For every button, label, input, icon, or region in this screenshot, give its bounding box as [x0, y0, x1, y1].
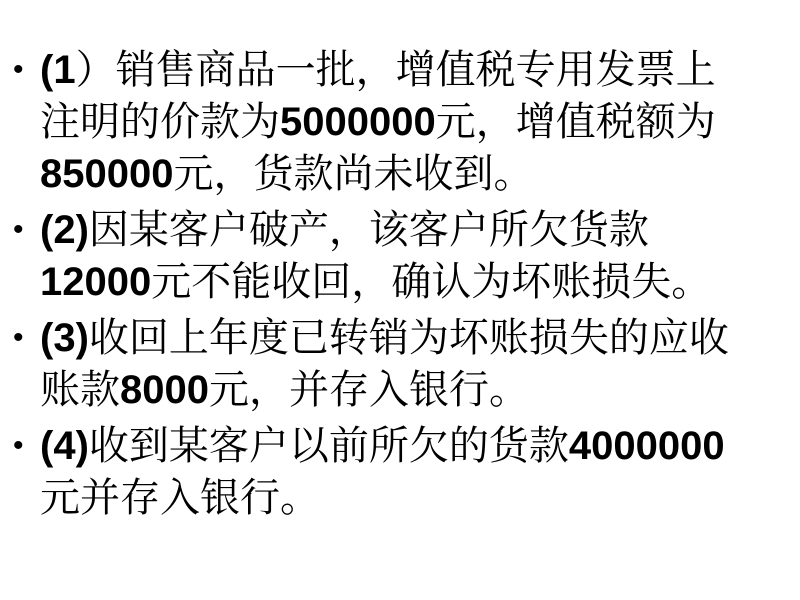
text-line: [40, 364, 782, 416]
body-text: 元不能收回，确认为坏账损失。: [151, 259, 712, 304]
bullet-text-block: [40, 204, 782, 308]
bold-number-text: 12000: [40, 260, 152, 304]
bullet-text-block: [40, 312, 782, 416]
text-line: [40, 472, 782, 524]
bullet-item-2: [13, 204, 782, 308]
bullet-item-3: [13, 312, 782, 416]
text-line: [40, 420, 782, 472]
bullet-text-block: [40, 44, 782, 200]
text-line: [40, 204, 782, 256]
bold-number-text: (4): [40, 424, 89, 468]
body-text: 收到某客户以前所欠的货款: [88, 423, 569, 468]
body-text: 元，并存入银行。: [208, 367, 529, 412]
bullet-dot-icon: •: [13, 53, 24, 86]
bullet-item-4: [13, 420, 782, 524]
body-text: 账款: [40, 367, 120, 412]
bullet-dot-icon: •: [13, 213, 24, 246]
text-line: [40, 96, 782, 148]
body-text: ）销售商品一批，增值税专用发票上: [75, 47, 716, 92]
body-text: 元，增值税额为: [435, 99, 716, 144]
body-text: 因某客户破产，该客户所欠货款: [88, 207, 649, 252]
text-line: [40, 148, 782, 200]
bold-number-text: 5000000: [280, 100, 436, 144]
body-text: 注明的价款为: [40, 99, 280, 144]
bullet-item-1: [13, 44, 782, 200]
text-line: [40, 312, 782, 364]
bold-number-text: (3): [40, 316, 89, 360]
text-line: [40, 44, 782, 96]
bullet-text-block: [40, 420, 782, 524]
body-text: 元，货款尚未收到。: [173, 151, 534, 196]
bold-number-text: 8000: [120, 368, 209, 412]
bullet-dot-icon: •: [13, 429, 24, 462]
body-text: 收回上年度已转销为坏账损失的应收: [88, 315, 729, 360]
bold-number-text: (1: [40, 48, 76, 92]
bullet-dot-icon: •: [13, 321, 24, 354]
body-text: 元并存入银行。: [40, 475, 320, 520]
bold-number-text: 850000: [40, 152, 174, 196]
text-line: [40, 256, 782, 308]
bold-number-text: 4000000: [568, 424, 725, 468]
bold-number-text: (2): [40, 208, 89, 252]
